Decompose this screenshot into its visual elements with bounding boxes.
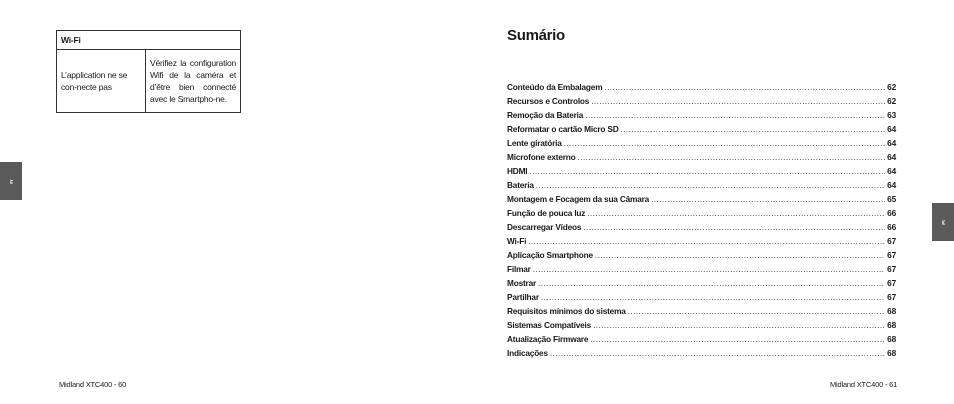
toc-dot-leader xyxy=(583,222,885,232)
toc-entry-label: HDMI xyxy=(507,166,528,176)
toc-entry xyxy=(507,208,896,222)
toc-entry xyxy=(507,180,896,194)
toc-dot-leader xyxy=(587,208,885,218)
toc-entry-page: 67 xyxy=(887,278,896,288)
language-tab-right xyxy=(932,203,954,241)
problem-cell: L’application ne se con-necte pas xyxy=(57,50,146,113)
toc-entry xyxy=(507,82,896,96)
toc-dot-leader xyxy=(541,292,885,302)
toc-entry xyxy=(507,306,896,320)
toc-entry-label: Indicações xyxy=(507,348,548,358)
toc-entry-page: 66 xyxy=(887,222,896,232)
toc-dot-leader xyxy=(564,138,886,148)
toc-entry xyxy=(507,96,896,110)
toc-entry-page: 68 xyxy=(887,334,896,344)
toc-entry-label: Função de pouca luz xyxy=(507,208,586,218)
toc-entry-label: Microfone externo xyxy=(507,152,576,162)
toc-dot-leader xyxy=(578,152,886,162)
toc-entry xyxy=(507,278,896,292)
toc-entry-page: 68 xyxy=(887,348,896,358)
toc-entry-label: Montagem e Focagem da sua Câmara xyxy=(507,194,650,204)
language-tab-left xyxy=(0,162,22,200)
toc-dot-leader xyxy=(528,236,885,246)
table-row xyxy=(57,50,241,113)
toc-dot-leader xyxy=(590,334,885,344)
toc-entry-label: Remoção da Bateria xyxy=(507,110,584,120)
toc-entry xyxy=(507,138,896,152)
toc-entry xyxy=(507,152,896,166)
language-tab-label: Pt xyxy=(940,219,946,225)
toc-entry xyxy=(507,194,896,208)
toc-entry-label: Filmar xyxy=(507,264,531,274)
toc-dot-leader xyxy=(595,250,885,260)
toc-dot-leader xyxy=(529,166,885,176)
toc-entry-label: Wi-Fi xyxy=(507,236,527,246)
solution-cell: Vérifiez la configuration Wifi de la caméra et d’être bien connecté avec le Smartpho-ne. xyxy=(146,50,241,113)
toc-entry xyxy=(507,166,896,180)
toc-entry xyxy=(507,236,896,250)
toc-entry-label: Atualização Firmware xyxy=(507,334,589,344)
toc-entry-label: Partilhar xyxy=(507,292,539,302)
page-title: Sumário xyxy=(507,27,565,44)
toc-entry-label: Requisitos mínimos do sistema xyxy=(507,306,626,316)
toc-entry-page: 67 xyxy=(887,292,896,302)
toc-entry-page: 62 xyxy=(887,82,896,92)
toc-entry-page: 64 xyxy=(887,180,896,190)
toc-entry xyxy=(507,250,896,264)
toc-entry-page: 63 xyxy=(887,110,896,120)
toc-dot-leader xyxy=(593,320,885,330)
toc-entry xyxy=(507,264,896,278)
toc-dot-leader xyxy=(538,278,885,288)
toc-dot-leader xyxy=(621,124,886,134)
toc-entry xyxy=(507,124,896,138)
toc-entry-label: Conteúdo da Embalagem xyxy=(507,82,603,92)
toc-entry-page: 64 xyxy=(887,124,896,134)
toc-entry-label: Bateria xyxy=(507,180,534,190)
toc-entry-page: 67 xyxy=(887,264,896,274)
toc-entry-label: Reformatar o cartão Micro SD xyxy=(507,124,619,134)
toc-entry-page: 67 xyxy=(887,250,896,260)
toc-dot-leader xyxy=(536,180,885,190)
toc-entry-page: 68 xyxy=(887,306,896,316)
toc-dot-leader xyxy=(604,82,885,92)
table-header-row xyxy=(57,31,241,50)
toc-dot-leader xyxy=(591,96,885,106)
toc-dot-leader xyxy=(585,110,885,120)
table-of-contents xyxy=(507,82,896,362)
toc-entry xyxy=(507,292,896,306)
toc-entry-page: 64 xyxy=(887,166,896,176)
toc-entry-label: Aplicação Smartphone xyxy=(507,250,593,260)
toc-entry xyxy=(507,222,896,236)
toc-entry-label: Recursos e Controlos xyxy=(507,96,590,106)
toc-entry-label: Sistemas Compatíveis xyxy=(507,320,592,330)
toc-entry xyxy=(507,110,896,124)
language-tab-label: Fr xyxy=(8,178,14,184)
toc-entry-page: 64 xyxy=(887,138,896,148)
toc-entry-page: 68 xyxy=(887,320,896,330)
toc-dot-leader xyxy=(533,264,885,274)
page-footer-left: Midland XTC400 - 60 xyxy=(59,380,127,389)
toc-entry xyxy=(507,334,896,348)
wifi-troubleshooting-table xyxy=(56,30,241,113)
toc-entry xyxy=(507,348,896,362)
toc-entry-page: 67 xyxy=(887,236,896,246)
toc-entry-page: 64 xyxy=(887,152,896,162)
table-header: Wi-Fi xyxy=(57,31,241,50)
toc-entry xyxy=(507,320,896,334)
toc-dot-leader xyxy=(651,194,885,204)
toc-entry-page: 65 xyxy=(887,194,896,204)
toc-entry-page: 66 xyxy=(887,208,896,218)
toc-entry-label: Descarregar Vídeos xyxy=(507,222,582,232)
toc-dot-leader xyxy=(628,306,885,316)
page-footer-right: Midland XTC400 - 61 xyxy=(830,380,898,389)
toc-entry-page: 62 xyxy=(887,96,896,106)
toc-entry-label: Mostrar xyxy=(507,278,537,288)
toc-entry-label: Lente giratória xyxy=(507,138,562,148)
toc-dot-leader xyxy=(550,348,885,358)
